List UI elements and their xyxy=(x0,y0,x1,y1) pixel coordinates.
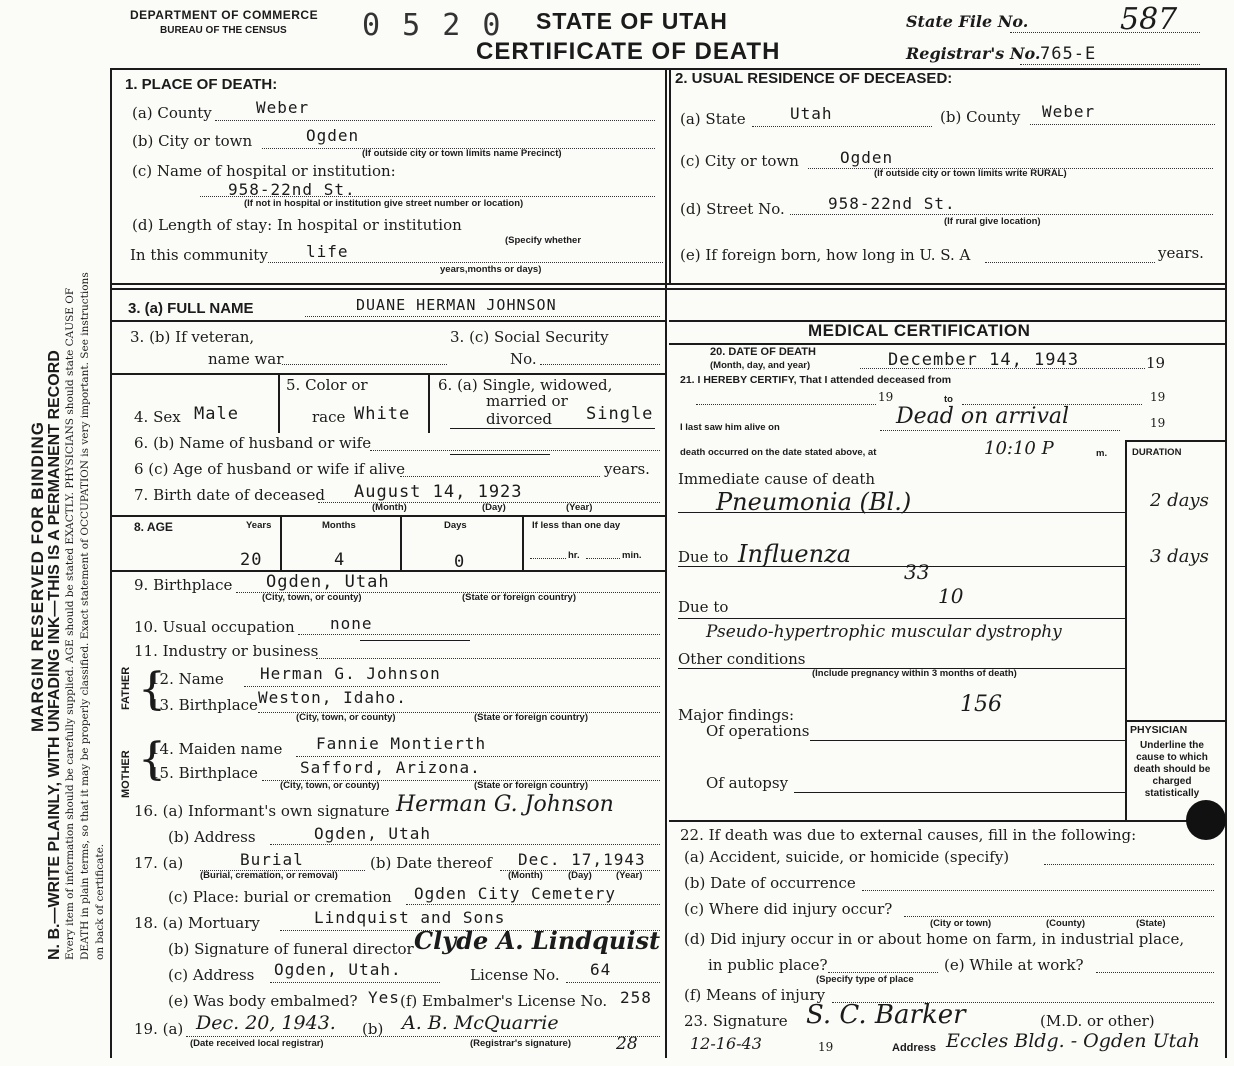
injury-city-label: (City or town) xyxy=(930,918,992,929)
hospital-note: (If not in hospital or institution give street number or location) xyxy=(244,198,524,209)
duration-label: DURATION xyxy=(1132,447,1182,458)
age-days-label: Days xyxy=(444,520,467,531)
immediate-cause-label: Immediate cause of death xyxy=(678,470,876,488)
registrar-code: 28 xyxy=(616,1034,638,1054)
cause-code-3: 156 xyxy=(960,692,1002,717)
attended-year-1: 19 xyxy=(878,390,894,404)
full-name: DUANE HERMAN JOHNSON xyxy=(356,296,557,314)
color-label: 5. Color or xyxy=(286,376,368,394)
sex-label: 4. Sex xyxy=(134,408,181,426)
last-saw-label: I last saw him alive on xyxy=(680,422,780,433)
informant-address-label: (b) Address xyxy=(168,828,256,846)
birthplace: Ogden, Utah xyxy=(266,572,390,592)
burial-day-label: (Day) xyxy=(568,870,592,881)
license-number: 64 xyxy=(590,960,612,979)
res-city: Ogden xyxy=(840,148,894,167)
received-label: 19. (a) xyxy=(134,1020,184,1038)
spouse-age-suffix: years. xyxy=(604,460,650,478)
physician-signature-label: 23. Signature xyxy=(684,1012,788,1030)
informant-signature: Herman G. Johnson xyxy=(396,792,614,817)
res-city-label: (c) City or town xyxy=(680,152,799,170)
foreign-label: (e) If foreign born, how long in U. S. A xyxy=(680,246,971,264)
informant-signature-label: 16. (a) Informant's own signature xyxy=(134,802,390,820)
veteran-label: 3. (b) If veteran, xyxy=(130,328,255,346)
occupation-label: 10. Usual occupation xyxy=(134,618,295,636)
other-conditions-label: Other conditions xyxy=(678,650,806,668)
race-label: race xyxy=(312,408,346,426)
due-to-duration-1: 3 days xyxy=(1150,546,1209,567)
death-county-label: (a) County xyxy=(132,104,212,122)
residence-heading: 2. USUAL RESIDENCE OF DECEASED: xyxy=(675,70,953,87)
mother-city-note: (City, town, or county) xyxy=(280,780,380,791)
res-state: Utah xyxy=(790,104,833,123)
mortuary-label: 18. (a) Mortuary xyxy=(134,914,260,932)
father-birthplace: Weston, Idaho. xyxy=(258,688,407,707)
hospital: 958-22nd St. xyxy=(228,180,356,199)
last-saw: Dead on arrival xyxy=(896,404,1070,429)
burial-place-label: (c) Place: burial or cremation xyxy=(168,888,392,906)
birth-day-label: (Day) xyxy=(482,502,506,513)
signature-year-label: 19 xyxy=(818,1040,834,1054)
public-place-label: in public place? xyxy=(708,956,828,974)
attended-to-label: to xyxy=(944,394,953,405)
foreign-suffix: years. xyxy=(1158,244,1204,262)
min-label: min. xyxy=(622,550,642,561)
medical-heading: MEDICAL CERTIFICATION xyxy=(808,321,1031,340)
res-city-note: (If outside city or town limits write RURAL) xyxy=(874,168,1067,179)
death-time: 10:10 P xyxy=(984,438,1054,459)
spouse-age-label: 6 (c) Age of husband or wife if alive xyxy=(134,460,406,478)
bureau-label: BUREAU OF THE CENSUS xyxy=(160,25,287,36)
death-county: Weber xyxy=(256,98,310,117)
pregnancy-note: (Include pregnancy within 3 months of death) xyxy=(812,668,1017,679)
father-brace: { xyxy=(138,664,166,715)
father-state-note: (State or foreign country) xyxy=(474,712,589,723)
race: White xyxy=(354,404,411,424)
mother-state-note: (State or foreign country) xyxy=(474,780,589,791)
state-file-number: 587 xyxy=(1120,2,1178,37)
veteran-label-2: name war xyxy=(208,350,284,368)
death-date-suffix: 19 xyxy=(1146,354,1166,372)
father-birthplace-label: 13. Birthplace xyxy=(150,696,258,714)
birth-year-label: (Year) xyxy=(566,502,593,513)
age-months: 4 xyxy=(334,550,346,570)
ss-label: 3. (c) Social Security xyxy=(450,328,609,346)
ss-label-2: No. xyxy=(510,350,537,368)
age-months-label: Months xyxy=(322,520,356,531)
death-city-note: (If outside city or town limits name Precinct) xyxy=(362,148,562,159)
full-name-label: 3. (a) FULL NAME xyxy=(128,300,254,317)
mother-birthplace-label: 15. Birthplace xyxy=(150,764,258,782)
attended-year-2: 19 xyxy=(1150,390,1166,404)
father-tag: FATHER xyxy=(120,666,132,710)
res-street-label: (d) Street No. xyxy=(680,200,785,218)
hospital-label: (c) Name of hospital or institution: xyxy=(132,162,396,180)
operations-label: Of operations xyxy=(706,722,810,740)
age-years-label: Years xyxy=(246,520,272,531)
funeral-director-sig-label: (b) Signature of funeral director xyxy=(168,940,414,958)
mother-birthplace: Safford, Arizona. xyxy=(300,758,481,777)
date-received: Dec. 20, 1943. xyxy=(196,1012,336,1034)
industry-label: 11. Industry or business xyxy=(134,642,319,660)
specify-note: (Specify whether xyxy=(505,235,582,246)
margin-instructions-3: on back of certificate. xyxy=(94,843,106,960)
death-date-label: 20. DATE OF DEATH xyxy=(710,346,816,358)
physician-title: PHYSICIAN xyxy=(1130,724,1188,736)
community-stay: life xyxy=(306,242,349,261)
mortuary: Lindquist and Sons xyxy=(314,908,506,927)
occurrence-label: (b) Date of occurrence xyxy=(684,874,856,892)
stamp-number: 0 5 2 0 xyxy=(362,8,503,43)
means-of-injury-label: (f) Means of injury xyxy=(684,986,826,1004)
hr-label: hr. xyxy=(568,550,580,561)
injury-place-label: (c) Where did injury occur? xyxy=(684,900,893,918)
physician-text: Underline the cause to which death should be charged statistically xyxy=(1133,740,1211,799)
registrar-number: 765-E xyxy=(1040,44,1097,64)
burial-year-label: (Year) xyxy=(616,870,643,881)
other-conditions: Pseudo-hypertrophic muscular dystrophy xyxy=(706,622,1062,642)
ink-blot xyxy=(1186,800,1226,840)
due-to-label-1: Due to xyxy=(678,548,729,566)
birthplace-label: 9. Birthplace xyxy=(134,576,233,594)
burial-place: Ogden City Cemetery xyxy=(414,884,617,903)
autopsy-label: Of autopsy xyxy=(706,774,789,792)
due-to-cause-1: Influenza xyxy=(738,540,852,568)
margin-instructions-2: DEATH in plain terms, so that it may be properly classified. Exact statement of OCCUPATION is very important. See instructions xyxy=(79,272,91,960)
cause-code-2: 10 xyxy=(938,584,964,608)
burial-date: Dec. 17,1943 xyxy=(518,850,646,869)
age-years: 20 xyxy=(240,550,263,570)
place-of-death-heading: 1. PLACE OF DEATH: xyxy=(125,76,278,93)
physician-signature: S. C. Barker xyxy=(806,1000,966,1030)
accident-label: (a) Accident, suicide, or homicide (specify) xyxy=(684,848,1010,866)
margin-instructions-1: Every item of information should be carefully supplied. AGE should be stated EXACTLY. PHYSICIANS should state CAUSE OF xyxy=(64,287,76,960)
certify-text: 21. I HEREBY CERTIFY, That I attended deceased from xyxy=(680,374,952,386)
res-county-label: (b) County xyxy=(940,108,1021,126)
injury-county-label: (County) xyxy=(1046,918,1086,929)
res-street: 958-22nd St. xyxy=(828,194,956,213)
funeral-director-signature: Clyde A. Lindquist xyxy=(414,926,661,955)
registrar-label: Registrar's No. xyxy=(906,44,1041,63)
community-label: In this community xyxy=(130,246,268,264)
injury-state-label: (State) xyxy=(1136,918,1166,929)
burial-label: 17. (a) xyxy=(134,854,184,872)
birthplace-state-note: (State or foreign country) xyxy=(462,592,577,603)
physician-address-label: Address xyxy=(892,1042,937,1054)
state-title: STATE OF UTAH xyxy=(536,8,728,34)
state-file-label: State File No. xyxy=(906,12,1029,31)
due-to-label-2: Due to xyxy=(678,598,729,616)
md-label: (M.D. or other) xyxy=(1040,1012,1155,1030)
margin-binding: MARGIN RESERVED FOR BINDING xyxy=(28,421,47,732)
birth-month-label: (Month) xyxy=(372,502,407,513)
dept-label: DEPARTMENT OF COMMERCE xyxy=(130,8,319,22)
signature-date: 12-16-43 xyxy=(690,1034,762,1053)
registrar-signature: A. B. McQuarrie xyxy=(402,1012,559,1034)
while-at-work-label: (e) While at work? xyxy=(944,956,1084,974)
occupation: none xyxy=(330,614,373,633)
father-name: Herman G. Johnson xyxy=(260,664,441,683)
immediate-cause: Pneumonia (Bl.) xyxy=(716,488,912,516)
embalmer-license-label: (f) Embalmer's License No. xyxy=(400,992,608,1010)
funeral-director-address-label: (c) Address xyxy=(168,966,255,984)
marital-status: Single xyxy=(586,404,654,424)
birth-date-label: 7. Birth date of deceased xyxy=(134,486,325,504)
sex: Male xyxy=(194,404,239,424)
certificate-title: CERTIFICATE OF DEATH xyxy=(476,38,781,65)
spouse-label: 6. (b) Name of husband or wife xyxy=(134,434,372,452)
burial: Burial xyxy=(240,850,304,869)
father-name-label: 12. Name xyxy=(150,670,224,688)
registrar-note: (Registrar's signature) xyxy=(470,1038,571,1049)
years-note: years,months or days) xyxy=(440,264,542,275)
immediate-duration: 2 days xyxy=(1150,490,1209,511)
margin-warning: N. B.—WRITE PLAINLY, WITH UNFADING INK—THIS IS A PERMANENT RECORD xyxy=(46,350,63,960)
physician-address: Eccles Bldg. - Ogden Utah xyxy=(946,1030,1200,1052)
less-than-day-label: If less than one day xyxy=(532,520,621,531)
burial-month-label: (Month) xyxy=(508,870,543,881)
embalmer-license: 258 xyxy=(620,988,652,1007)
death-date-note: (Month, day, and year) xyxy=(710,360,811,371)
major-findings-label: Major findings: xyxy=(678,706,795,724)
license-label: License No. xyxy=(470,966,560,984)
registrar-sig-label: (b) xyxy=(362,1020,384,1038)
home-farm-label: (d) Did injury occur in or about home on farm, in industrial place, xyxy=(684,930,1185,948)
am-pm-label: m. xyxy=(1096,448,1108,459)
age-label: 8. AGE xyxy=(134,520,173,534)
father-city-note: (City, town, or county) xyxy=(296,712,396,723)
burial-note: (Burial, cremation, or removal) xyxy=(200,870,338,881)
res-county: Weber xyxy=(1042,102,1096,121)
embalmed-label: (e) Was body embalmed? xyxy=(168,992,358,1010)
mother-tag: MOTHER xyxy=(120,750,132,798)
place-type-note: (Specify type of place xyxy=(816,974,914,985)
birth-date: August 14, 1923 xyxy=(354,482,523,502)
age-days: 0 xyxy=(454,552,466,572)
birthplace-city-note: (City, town, or county) xyxy=(262,592,362,603)
funeral-director-address: Ogden, Utah. xyxy=(274,960,402,979)
stay-label: (d) Length of stay: In hospital or institution xyxy=(132,216,462,234)
external-causes-label: 22. If death was due to external causes, fill in the following: xyxy=(680,826,1137,844)
cause-code-1: 33 xyxy=(904,560,930,584)
burial-date-label: (b) Date thereof xyxy=(370,854,492,872)
informant-address: Ogden, Utah xyxy=(314,824,431,843)
res-state-label: (a) State xyxy=(680,110,746,128)
last-saw-year: 19 xyxy=(1150,416,1166,430)
received-note: (Date received local registrar) xyxy=(190,1038,324,1049)
marital-label-1: 6. (a) Single, widowed, xyxy=(438,376,613,394)
res-street-note: (If rural give location) xyxy=(944,216,1041,227)
death-city: Ogden xyxy=(306,126,360,145)
embalmed: Yes xyxy=(368,988,400,1007)
death-occurred-label: death occurred on the date stated above, at xyxy=(680,447,877,458)
death-city-label: (b) City or town xyxy=(132,132,253,150)
death-date: December 14, 1943 xyxy=(888,350,1079,370)
mother-maiden-name: Fannie Montierth xyxy=(316,734,487,753)
mother-name-label: 14. Maiden name xyxy=(150,740,283,758)
marital-label-2: married or xyxy=(486,392,568,410)
marital-label-3: divorced xyxy=(486,410,552,428)
mother-brace: { xyxy=(138,734,166,785)
